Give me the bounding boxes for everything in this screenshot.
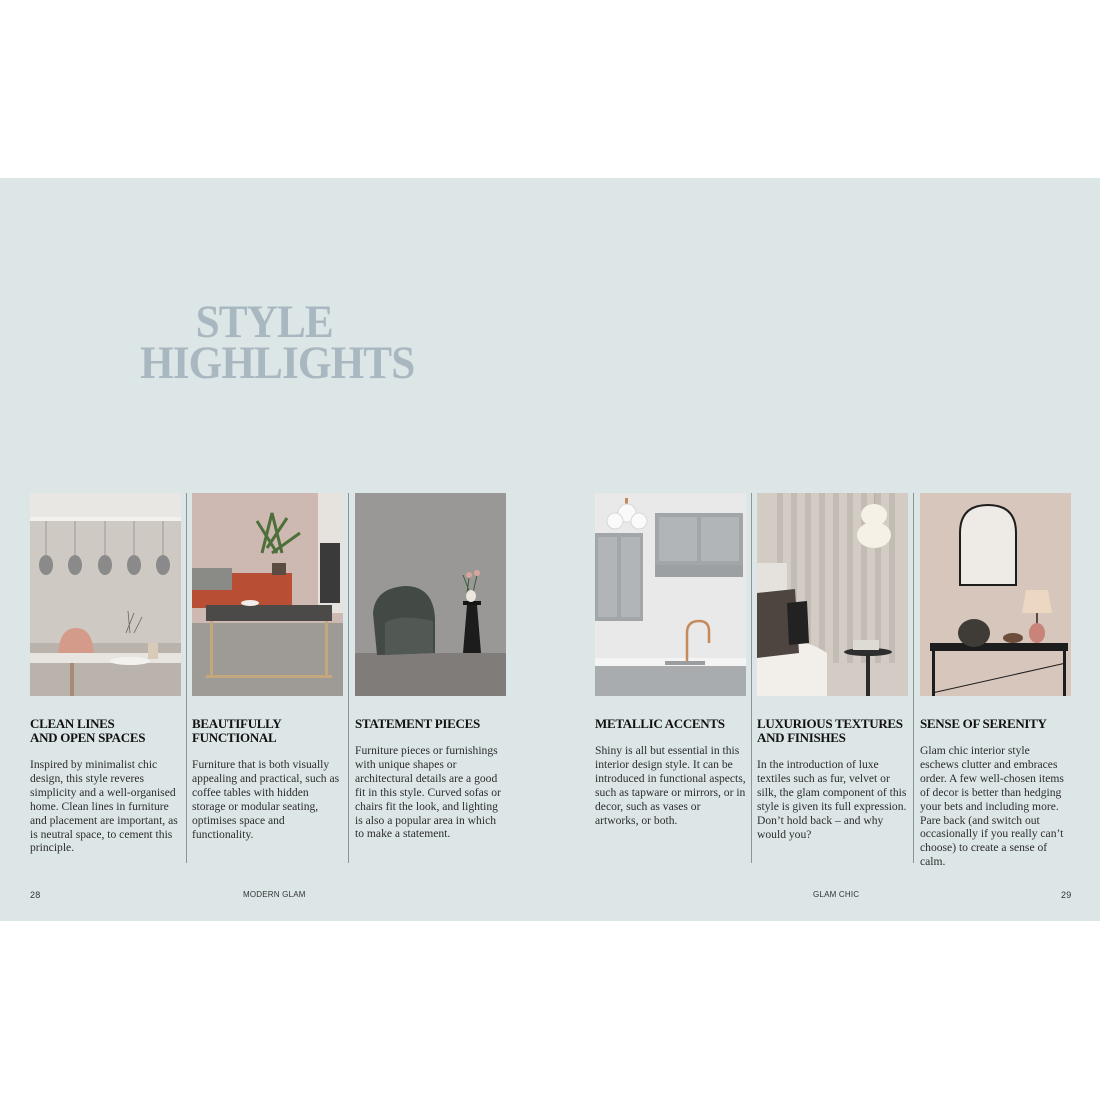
photo-living-room: [192, 493, 343, 696]
magazine-spread: [0, 178, 1100, 921]
card-body: Inspired by minimalist chic design, this style reveres simplicity and a well-organised home. Clean lines in furniture and placement are important, as is neutral space, to cement this principle.: [30, 758, 178, 855]
card-body: Furniture pieces or furnishings with unique shapes or architectural details are a good fit in this style. Curved sofas or chairs fit the look, and lighting is also a popular area in which to make a statement.: [355, 744, 501, 841]
photo-kitchen: [595, 493, 746, 696]
column-divider: [913, 493, 914, 863]
card-beautifully-functional: [192, 493, 343, 841]
running-head-right: GLAM CHIC: [813, 890, 860, 899]
column-divider: [348, 493, 349, 863]
card-heading: METALLIC ACCENTS: [595, 716, 725, 731]
column-divider: [186, 493, 187, 863]
title-line-2: HIGHLIGHTS: [140, 337, 415, 389]
card-metallic-accents: [595, 493, 746, 827]
card-sense-of-serenity: [920, 493, 1071, 869]
card-heading: SENSE OF SERENITY: [920, 716, 1047, 731]
page-number-left: 28: [30, 890, 41, 900]
card-body: In the introduction of luxe textiles such as fur, velvet or silk, the glam component of this style is given its full expression. Don’t hold back – and why would you?: [757, 758, 907, 841]
photo-dining-pendants: [30, 493, 181, 696]
card-heading: STATEMENT PIECES: [355, 716, 480, 731]
card-heading: CLEAN LINES AND OPEN SPACES: [30, 716, 146, 745]
card-heading: LUXURIOUS TEXTURES AND FINISHES: [757, 716, 903, 745]
card-luxurious-textures: [757, 493, 908, 841]
photo-console-mirror: [920, 493, 1071, 696]
card-body: Glam chic interior style eschews clutter and embraces order. A few well-chosen items of decor is better than hedging your bets and including more. Pare back (and switch out occasionally if you really can’t choose) to create a sense of calm.: [920, 744, 1064, 869]
card-heading: BEAUTIFULLY FUNCTIONAL: [192, 716, 282, 745]
page-number-right: 29: [1061, 890, 1072, 900]
column-divider: [751, 493, 752, 863]
card-statement-pieces: [355, 493, 506, 841]
running-head-left: MODERN GLAM: [243, 890, 306, 899]
photo-bedroom: [757, 493, 908, 696]
photo-armchair: [355, 493, 506, 696]
title-line-1: STYLE: [195, 296, 333, 348]
card-clean-lines: [30, 493, 181, 855]
page-title: [140, 296, 415, 389]
card-body: Furniture that is both visually appealing and practical, such as coffee tables with hidden storage or modular seating, optimises space and functionality.: [192, 758, 340, 841]
card-body: Shiny is all but essential in this interior design style. It can be introduced in functional aspects, such as tapware or mirrors, or in decor, such as vases or artworks, or both.: [595, 744, 746, 827]
